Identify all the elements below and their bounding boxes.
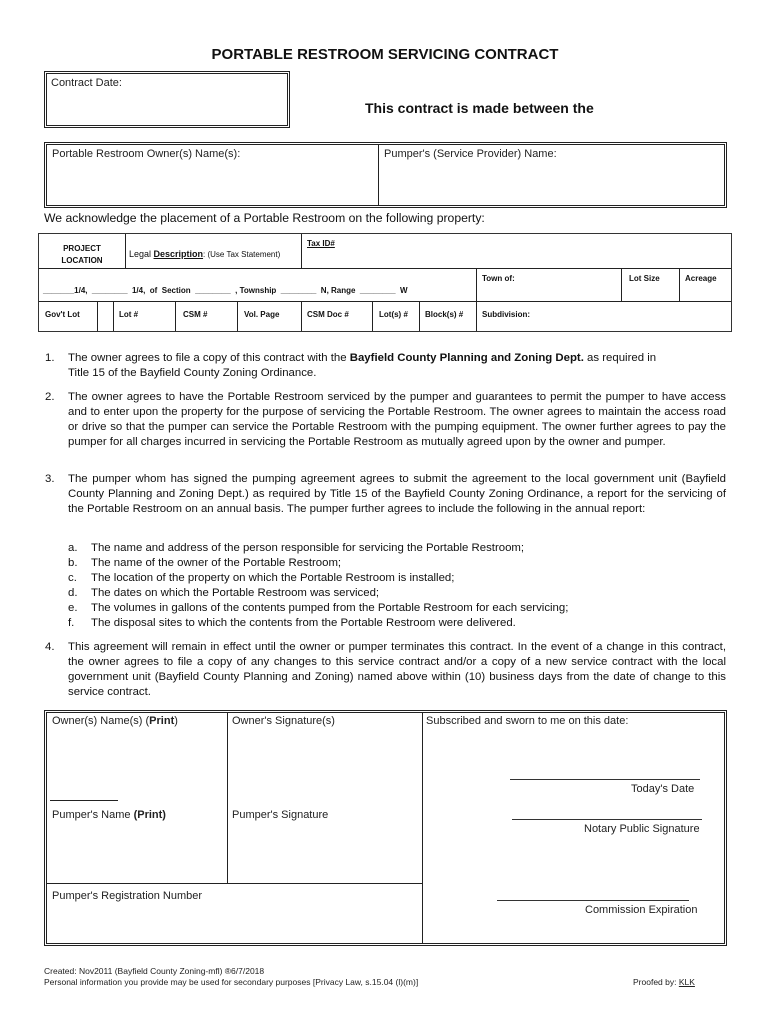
report-items-list xyxy=(68,541,726,630)
commission-label: Commission Expiration xyxy=(585,904,698,916)
list-item: b. The name of the owner of the Portable Restroom; xyxy=(68,556,342,569)
list-item: c. The location of the property on which the Portable Restroom is installed; xyxy=(68,571,455,584)
legal-description-label: Legal Description: (Use Tax Statement) xyxy=(129,249,281,259)
lots-label: Lot(s) # xyxy=(379,310,408,319)
paragraph-3: The pumper whom has signed the pumping agreement agrees to submit the agreement to the local government unit (Bayfield County Planning and Zoning Dept.) as required by Title 15 of the Bayfield County Zoning Ordinance, a report for the servicing of the Portable Restroom on an annual basis. The pumper further agrees to include the following in the annual report: xyxy=(68,473,726,515)
owner-signature-label: Owner's Signature(s) xyxy=(232,715,335,727)
registration-label: Pumper's Registration Number xyxy=(52,890,203,902)
owner-signature-field[interactable] xyxy=(230,732,416,800)
tax-id-label: Tax ID# xyxy=(307,239,335,248)
project-location-label: PROJECT LOCATION xyxy=(61,244,103,265)
town-of-label: Town of: xyxy=(482,274,515,283)
notary-line[interactable] xyxy=(512,819,702,820)
csm-number-label: CSM # xyxy=(183,310,208,319)
registration-field[interactable] xyxy=(50,906,415,940)
footer-created: Created: Nov2011 (Bayfield County Zoning-mfl) ®6/7/2018 xyxy=(44,966,265,976)
notary-label: Notary Public Signature xyxy=(584,823,700,835)
subdivision-label: Subdivision: xyxy=(482,310,530,319)
govt-lot-label: Gov't Lot xyxy=(45,310,80,319)
pumper-name-field[interactable] xyxy=(382,160,722,204)
paragraph-4: This agreement will remain in effect until the owner or pumper terminates this contract. In the event of a change in this contract, the owner agrees to file a copy of any changes to this service contract and/or a copy of a new service contract with the local government unit (Bayfield County Planning and Zoning) named above within (10) business days from the date of change to this service contract. xyxy=(68,641,726,698)
quarter-section-line: _______1/4, ________ 1/4, of Section ________ , Township ________ N, Range ________ W xyxy=(43,286,408,295)
owner-names-label: Portable Restroom Owner(s) Name(s): xyxy=(52,148,241,160)
owner-names-field[interactable] xyxy=(50,160,370,204)
pumper-signature-label: Pumper's Signature xyxy=(232,809,329,821)
paragraph-2-number: 2. xyxy=(45,391,55,403)
vol-page-label: Vol. Page xyxy=(244,310,280,319)
commission-line[interactable] xyxy=(497,900,689,901)
pumper-print-field[interactable] xyxy=(50,826,220,880)
contract-date-label: Contract Date: xyxy=(51,77,122,89)
document-title: PORTABLE RESTROOM SERVICING CONTRACT xyxy=(211,46,559,63)
paragraph-3-number: 3. xyxy=(45,473,55,485)
owner-print-underline xyxy=(50,800,118,801)
list-item: a. The name and address of the person responsible for servicing the Portable Restroom; xyxy=(68,542,525,554)
pumper-signature-field[interactable] xyxy=(230,826,416,880)
lot-size-label: Lot Size xyxy=(629,274,660,283)
paragraph-1-number: 1. xyxy=(45,352,55,364)
footer-proofed: Proofed by: KLK xyxy=(633,977,695,987)
lot-number-label: Lot # xyxy=(119,310,139,319)
list-item: f. The disposal sites to which the contents from the Portable Restroom were delivered. xyxy=(68,616,516,629)
made-between-text: This contract is made between the xyxy=(365,100,594,116)
list-item: d. The dates on which the Portable Restroom was serviced; xyxy=(68,586,380,599)
acreage-label: Acreage xyxy=(685,274,717,283)
owner-print-label: Owner(s) Name(s) (Print) xyxy=(52,715,178,727)
contract-date-box[interactable] xyxy=(44,71,290,128)
paragraph-4-number: 4. xyxy=(45,641,55,653)
todays-date-line[interactable] xyxy=(510,779,700,780)
paragraph-2: The owner agrees to have the Portable Restroom serviced by the pumper and guarantees to permit the pumper to have access and to enter upon the property for the purpose of servicing the Portable Restroom. The owner agrees to maintain the access road or drive so that the pumper can service the Portable Restroom with the pumping equipment. The owner further agrees to pay the pumper for all charges incurred in servicing the Portable Restroom as mutually agreed upon by the owner and pumper. xyxy=(68,391,726,448)
property-location-table xyxy=(38,233,732,332)
todays-date-label: Today's Date xyxy=(631,783,695,795)
paragraph-1: The owner agrees to file a copy of this contract with the Bayfield County Planning and Zoning Dept. as required in Title 15 of the Bayfield County Zoning Ordinance. xyxy=(68,352,657,379)
pumper-print-label: Pumper's Name (Print) xyxy=(52,809,166,821)
list-item: e. The volumes in gallons of the contents pumped from the Portable Restroom for each servicing; xyxy=(68,601,569,614)
pumper-name-label: Pumper's (Service Provider) Name: xyxy=(384,148,557,160)
footer-privacy: Personal information you provide may be used for secondary purposes [Privacy Law, s.15.04 (l)(m)] xyxy=(44,977,419,987)
csm-doc-label: CSM Doc # xyxy=(307,310,349,319)
blocks-label: Block(s) # xyxy=(425,310,464,319)
subscribed-label: Subscribed and sworn to me on this date: xyxy=(426,715,629,727)
acknowledge-text: We acknowledge the placement of a Portable Restroom on the following property: xyxy=(44,211,485,225)
owner-print-field[interactable] xyxy=(50,732,220,800)
